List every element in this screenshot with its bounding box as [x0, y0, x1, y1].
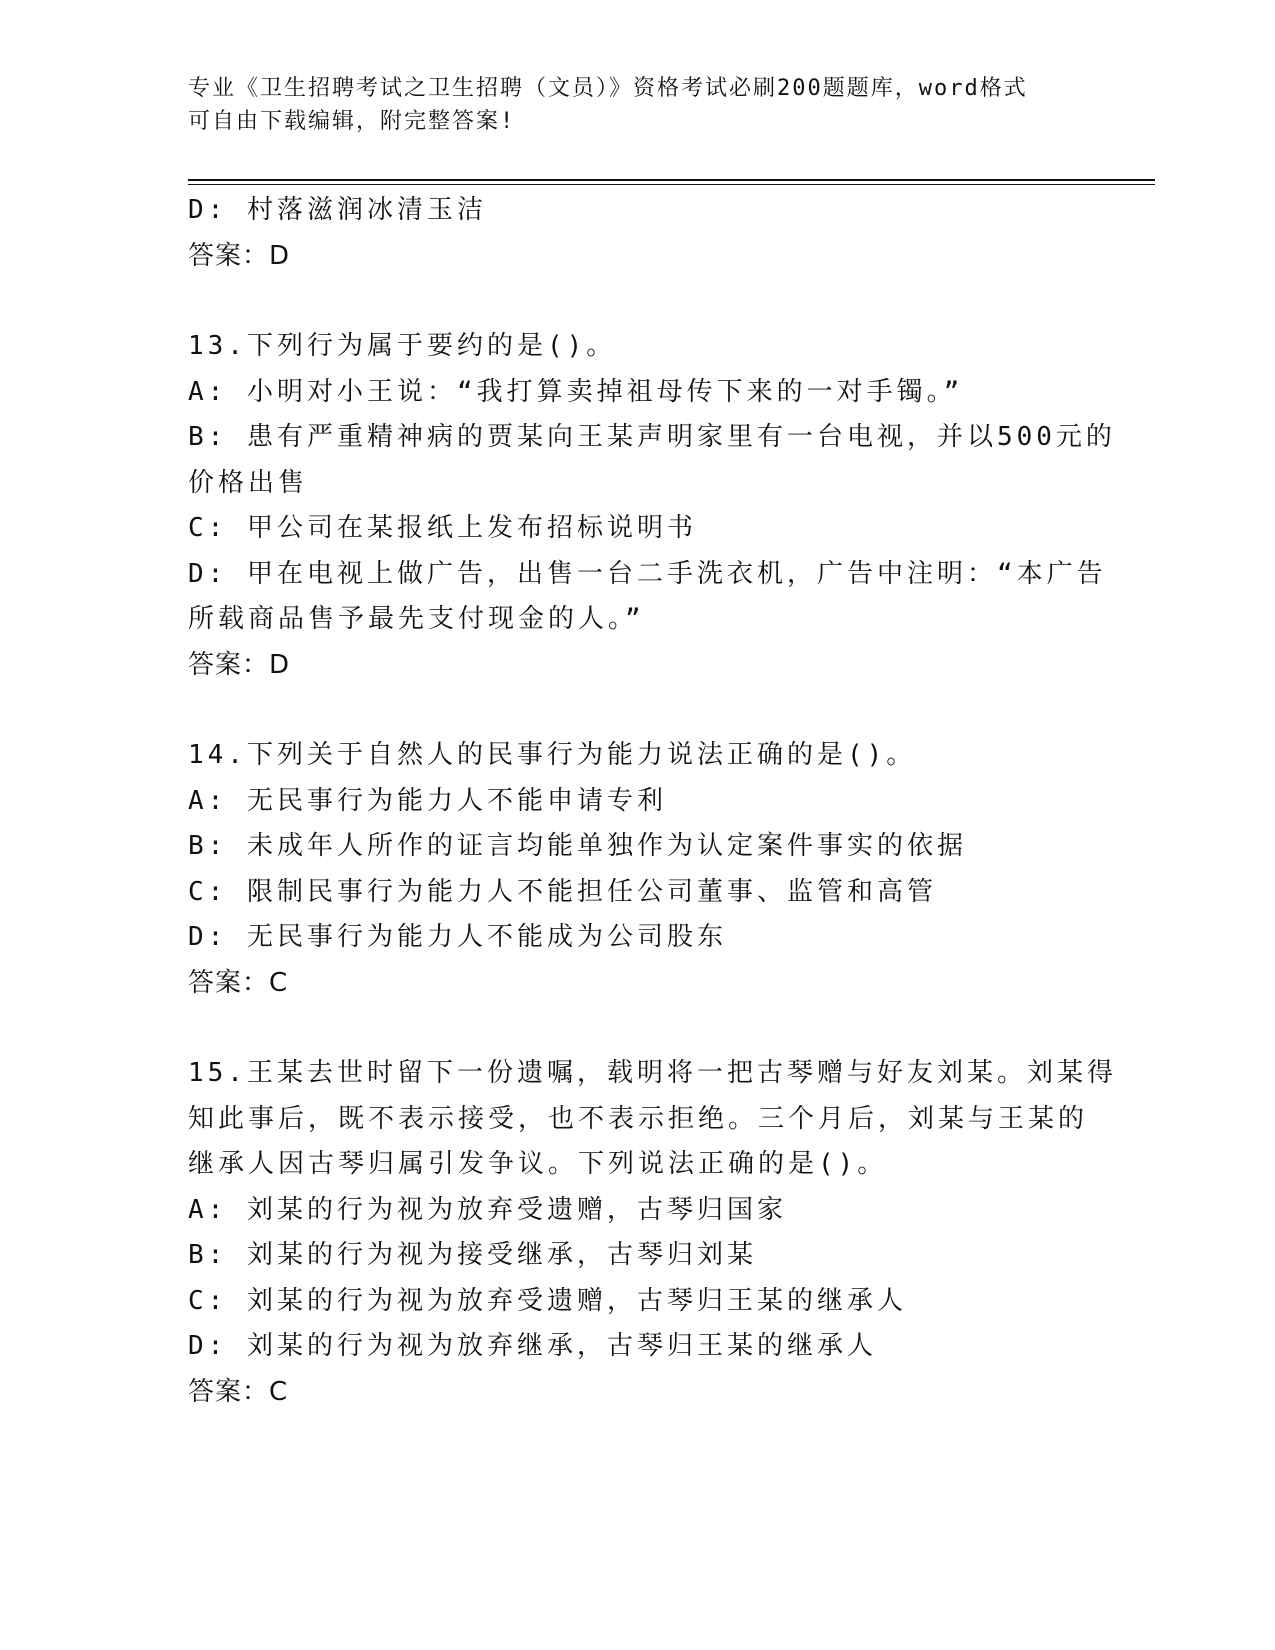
question-stem: 13.下列行为属于要约的是()。 — [188, 331, 617, 361]
header-divider-thin — [188, 184, 1155, 185]
option-a: A: 刘某的行为视为放弃受遗赠，古琴归国家 — [188, 1194, 787, 1225]
header-title-line-2: 可自由下载编辑，附完整答案! — [188, 109, 516, 134]
spacer — [188, 1006, 1088, 1051]
question-stem: 14.下列关于自然人的民事行为能力说法正确的是()。 — [188, 740, 917, 770]
option-b-line-1: B: 患有严重精神病的贾某向王某声明家里有一台电视，并以500元的 — [188, 422, 1116, 452]
question-14 — [188, 733, 1088, 1006]
question-15 — [188, 1051, 1117, 1415]
header-title-line-1: 专业《卫生招聘考试之卫生招聘（文员）》资格考试必刷200题题库，word格式 — [188, 76, 1028, 101]
header-divider-thick — [188, 179, 1155, 181]
question-stem-line-3: 继承人因古琴归属引发争议。下列说法正确的是()。 — [188, 1149, 888, 1179]
option-c: C: 刘某的行为视为放弃受遗赠，古琴归王某的继承人 — [188, 1285, 907, 1316]
option-d: D: 无民事行为能力人不能成为公司股东 — [188, 922, 727, 952]
option-d-line-1: D: 甲在电视上做广告，出售一台二手洗衣机，广告中注明：“本广告 — [188, 558, 1107, 589]
answer: 答案：D — [188, 649, 291, 680]
spacer — [188, 279, 1088, 324]
option-c: C: 限制民事行为能力人不能担任公司董事、监管和高管 — [188, 876, 937, 907]
answer: 答案：C — [188, 967, 289, 998]
option-a: A: 无民事行为能力人不能申请专利 — [188, 785, 667, 816]
spacer — [188, 688, 1088, 733]
question-stem-line-2: 知此事后，既不表示接受，也不表示拒绝。三个月后，刘某与王某的 — [188, 1103, 1089, 1134]
option-d: D: 刘某的行为视为放弃继承，古琴归王某的继承人 — [188, 1331, 877, 1361]
option-b-line-2: 价格出售 — [188, 467, 309, 498]
page-header — [188, 72, 1088, 138]
option-b: B: 未成年人所作的证言均能单独作为认定案件事实的依据 — [188, 831, 967, 861]
option-a: A: 小明对小王说：“我打算卖掉祖母传下来的一对手镯。” — [188, 376, 964, 407]
previous-question-tail — [188, 188, 1088, 279]
question-stem-line-1: 15.王某去世时留下一份遗嘱，载明将一把古琴赠与好友刘某。刘某得 — [188, 1058, 1117, 1088]
answer: 答案：C — [188, 1376, 289, 1407]
question-13 — [188, 324, 1116, 688]
option-c: C: 甲公司在某报纸上发布招标说明书 — [188, 513, 697, 543]
option-d-line-2: 所载商品售予最先支付现金的人。” — [188, 604, 645, 634]
question-list — [188, 188, 1117, 1415]
option-b: B: 刘某的行为视为接受继承，古琴归刘某 — [188, 1240, 757, 1270]
answer: 答案：D — [188, 240, 291, 271]
option-d: D: 村落滋润冰清玉洁 — [188, 195, 487, 225]
